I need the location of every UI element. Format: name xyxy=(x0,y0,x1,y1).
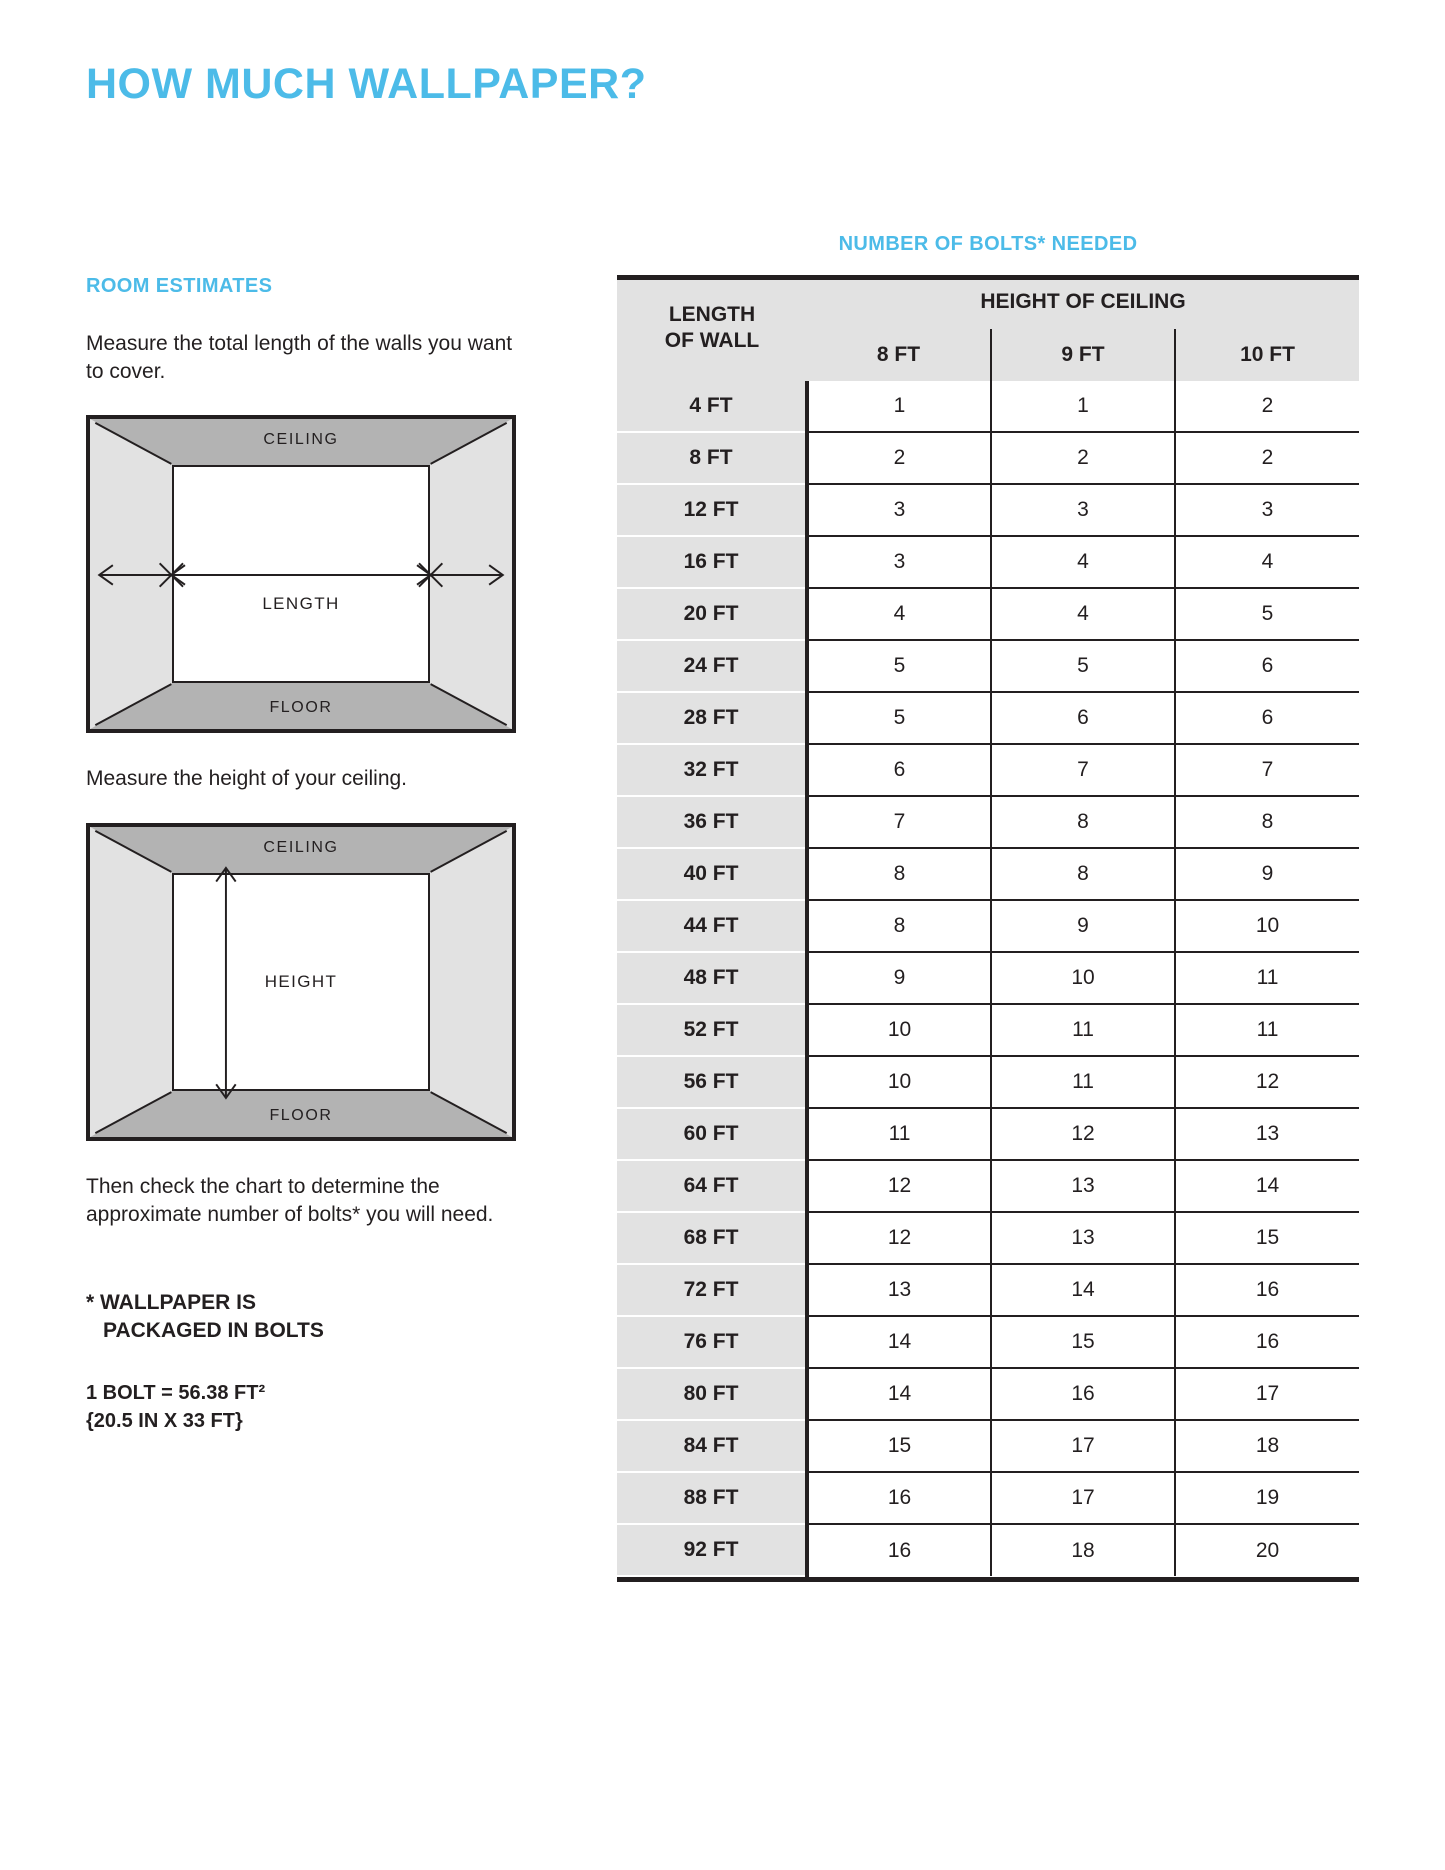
section-heading-bolts-needed: NUMBER OF BOLTS* NEEDED xyxy=(838,233,1138,255)
cell-wall-length: 16 FT xyxy=(617,536,807,588)
cell-bolts-9ft: 4 xyxy=(991,536,1175,588)
cell-wall-length: 64 FT xyxy=(617,1160,807,1212)
cell-bolts-8ft: 16 xyxy=(887,1538,912,1562)
cell-bolts-9ft: 13 xyxy=(991,1160,1175,1212)
bolt-dimension-line: {20.5 IN X 33 FT} xyxy=(86,1410,243,1433)
cell-wall-length: 12 FT xyxy=(617,484,807,536)
table-row xyxy=(617,796,1359,848)
table-row xyxy=(617,1472,1359,1524)
cell-bolts-9ft: 10 xyxy=(991,952,1175,1004)
cell-bolts-8ft: 12 xyxy=(807,1160,991,1212)
cell-bolts-10ft: 17 xyxy=(1175,1368,1359,1420)
table-row xyxy=(617,1368,1359,1420)
cell-bolts-8ft: 14 xyxy=(807,1316,991,1368)
cell-bolts-10ft: 13 xyxy=(1175,1108,1359,1160)
cell-bolts-10ft: 14 xyxy=(1175,1160,1359,1212)
right-wall-surface xyxy=(430,419,512,729)
room-estimates-column xyxy=(86,275,516,1435)
cell-bolts-9ft: 11 xyxy=(991,1056,1175,1108)
table-row xyxy=(617,1524,1359,1576)
cell-bolts-10ft: 16 xyxy=(1175,1264,1359,1316)
table-bottom-rule xyxy=(617,1577,1359,1582)
bolt-size-info xyxy=(86,1379,516,1435)
cell-bolts-9ft: 17 xyxy=(991,1472,1175,1524)
cell-bolts-9ft: 2 xyxy=(991,432,1175,484)
diagram2-ceiling-label: CEILING xyxy=(263,839,339,857)
wallpaper-bolt-note xyxy=(86,1289,516,1346)
cell-bolts-10ft: 9 xyxy=(1175,848,1359,900)
cell-bolts-10ft: 6 xyxy=(1175,692,1359,744)
cell-wall-length: 52 FT xyxy=(617,1004,807,1056)
cell-bolts-9ft: 12 xyxy=(991,1108,1175,1160)
table-top-rule xyxy=(617,275,1359,280)
cell-bolts-10ft: 18 xyxy=(1175,1420,1359,1472)
cell-wall-length: 56 FT xyxy=(617,1056,807,1108)
cell-bolts-10ft: 2 xyxy=(1175,432,1359,484)
cell-bolts-8ft: 9 xyxy=(807,952,991,1004)
header-ceiling-8ft: 8 FT xyxy=(807,329,991,381)
cell-bolts-10ft: 10 xyxy=(1175,900,1359,952)
cell-bolts-10ft: 5 xyxy=(1175,588,1359,640)
cell-bolts-9ft: 8 xyxy=(991,796,1175,848)
cell-wall-length: 28 FT xyxy=(617,692,807,744)
cell-bolts-10ft: 15 xyxy=(1175,1212,1359,1264)
table-row xyxy=(617,536,1359,588)
cell-bolts-8ft: 7 xyxy=(807,796,991,848)
cell-wall-length: 72 FT xyxy=(617,1264,807,1316)
cell-bolts-9ft: 4 xyxy=(991,588,1175,640)
cell-bolts-9ft: 16 xyxy=(991,1368,1175,1420)
cell-wall-length: 68 FT xyxy=(617,1212,807,1264)
cell-bolts-9ft: 11 xyxy=(991,1004,1175,1056)
instruction-paragraph-2: Measure the height of your ceiling. xyxy=(86,767,408,791)
cell-bolts-9ft: 17 xyxy=(991,1420,1175,1472)
instruction-paragraph-3: Then check the chart to determine the approximate number of bolts* you will need. xyxy=(86,1175,494,1226)
table-row xyxy=(617,900,1359,952)
cell-bolts-8ft: 5 xyxy=(807,640,991,692)
cell-bolts-9ft: 7 xyxy=(991,744,1175,796)
table-row xyxy=(617,432,1359,484)
cell-wall-length: 80 FT xyxy=(617,1368,807,1420)
cell-wall-length: 84 FT xyxy=(617,1420,807,1472)
diagram1-ceiling-label: CEILING xyxy=(263,431,339,449)
cell-bolts-10ft: 16 xyxy=(1175,1316,1359,1368)
cell-bolts-9ft: 14 xyxy=(991,1264,1175,1316)
cell-bolts-8ft: 10 xyxy=(807,1056,991,1108)
table-row xyxy=(617,1316,1359,1368)
cell-bolts-10ft: 8 xyxy=(1175,796,1359,848)
table-row xyxy=(617,381,1359,432)
cell-wall-length: 36 FT xyxy=(617,796,807,848)
cell-bolts-8ft: 3 xyxy=(807,536,991,588)
cell-wall-length: 24 FT xyxy=(617,640,807,692)
header-length-of-wall xyxy=(617,275,807,381)
diagram1-floor-label: FLOOR xyxy=(269,699,333,717)
cell-bolts-9ft: 9 xyxy=(991,900,1175,952)
cell-wall-length: 20 FT xyxy=(617,588,807,640)
cell-wall-length: 60 FT xyxy=(617,1108,807,1160)
table-row xyxy=(617,1056,1359,1108)
cell-bolts-10ft: 7 xyxy=(1175,744,1359,796)
cell-bolts-8ft: 13 xyxy=(807,1264,991,1316)
cell-bolts-10ft: 4 xyxy=(1175,536,1359,588)
table-row xyxy=(617,692,1359,744)
cell-bolts-10ft: 19 xyxy=(1175,1472,1359,1524)
table-row xyxy=(617,1212,1359,1264)
cell-bolts-8ft: 14 xyxy=(807,1368,991,1420)
cell-bolts-8ft: 8 xyxy=(807,900,991,952)
table-row xyxy=(617,1108,1359,1160)
note-line-1: * WALLPAPER IS xyxy=(86,1290,256,1314)
cell-bolts-8ft: 1 xyxy=(807,381,991,432)
bolt-area-line: 1 BOLT = 56.38 FT² xyxy=(86,1382,266,1405)
diagram1-measure-label: LENGTH xyxy=(262,594,340,614)
cell-bolts-8ft: 2 xyxy=(807,432,991,484)
cell-bolts-8ft: 3 xyxy=(807,484,991,536)
left-wall-surface xyxy=(90,419,172,729)
cell-bolts-9ft: 8 xyxy=(991,848,1175,900)
table-row xyxy=(617,1264,1359,1316)
table-body xyxy=(617,381,1359,1576)
cell-bolts-10ft: 20 xyxy=(1175,1524,1359,1576)
cell-wall-length: 48 FT xyxy=(617,952,807,1004)
header-length-line2: OF WALL xyxy=(664,329,760,352)
header-height-of-ceiling: HEIGHT OF CEILING xyxy=(807,275,1359,329)
header-length-line1: LENGTH xyxy=(668,302,756,326)
cell-wall-length: 88 FT xyxy=(617,1472,807,1524)
cell-bolts-9ft: 15 xyxy=(991,1316,1175,1368)
cell-bolts-8ft: 15 xyxy=(807,1420,991,1472)
cell-wall-length: 8 FT xyxy=(617,432,807,484)
cell-bolts-10ft: 12 xyxy=(1175,1056,1359,1108)
cell-bolts-10ft: 11 xyxy=(1175,952,1359,1004)
cell-bolts-10ft: 6 xyxy=(1175,640,1359,692)
table-row xyxy=(617,484,1359,536)
cell-bolts-8ft: 8 xyxy=(807,848,991,900)
table-row xyxy=(617,848,1359,900)
table-row xyxy=(617,1160,1359,1212)
cell-wall-length: 76 FT xyxy=(617,1316,807,1368)
page-title: HOW MUCH WALLPAPER? xyxy=(86,60,647,108)
section-heading-room-estimates: ROOM ESTIMATES xyxy=(86,275,273,297)
cell-wall-length: 40 FT xyxy=(617,848,807,900)
cell-bolts-9ft: 1 xyxy=(991,381,1175,432)
cell-bolts-9ft: 5 xyxy=(991,640,1175,692)
room-diagram-height xyxy=(86,823,516,1141)
diagram2-measure-label: HEIGHT xyxy=(264,972,338,992)
cell-wall-length: 44 FT xyxy=(617,900,807,952)
diagram2-floor-label: FLOOR xyxy=(269,1107,333,1125)
table-row xyxy=(617,1420,1359,1472)
cell-bolts-8ft: 4 xyxy=(807,588,991,640)
table-row xyxy=(617,952,1359,1004)
cell-bolts-9ft: 3 xyxy=(991,484,1175,536)
bolts-table-wrap xyxy=(617,233,1359,1577)
cell-wall-length: 4 FT xyxy=(617,381,807,432)
cell-bolts-8ft: 5 xyxy=(807,692,991,744)
bolts-table xyxy=(617,275,1359,1577)
header-ceiling-9ft: 9 FT xyxy=(991,329,1175,381)
room-diagram-length xyxy=(86,415,516,733)
instruction-paragraph-1: Measure the total length of the walls you want to cover. xyxy=(86,332,513,383)
cell-bolts-8ft: 10 xyxy=(807,1004,991,1056)
back-wall xyxy=(172,465,430,683)
header-ceiling-10ft: 10 FT xyxy=(1175,329,1359,381)
table-row xyxy=(617,640,1359,692)
note-line-2: PACKAGED IN BOLTS xyxy=(103,1318,324,1342)
cell-bolts-8ft: 16 xyxy=(807,1472,991,1524)
cell-bolts-10ft: 2 xyxy=(1175,381,1359,432)
cell-bolts-9ft: 13 xyxy=(991,1212,1175,1264)
cell-bolts-8ft: 11 xyxy=(807,1108,991,1160)
cell-bolts-8ft: 6 xyxy=(807,744,991,796)
table-row xyxy=(617,1004,1359,1056)
cell-bolts-9ft: 6 xyxy=(991,692,1175,744)
cell-wall-length: 92 FT xyxy=(617,1524,807,1576)
cell-bolts-9ft: 18 xyxy=(991,1524,1175,1576)
table-row xyxy=(617,744,1359,796)
table-row xyxy=(617,588,1359,640)
cell-bolts-10ft: 11 xyxy=(1175,1004,1359,1056)
table-header xyxy=(617,275,1359,381)
cell-bolts-8ft: 12 xyxy=(807,1212,991,1264)
cell-wall-length: 32 FT xyxy=(617,744,807,796)
cell-bolts-10ft: 3 xyxy=(1175,484,1359,536)
